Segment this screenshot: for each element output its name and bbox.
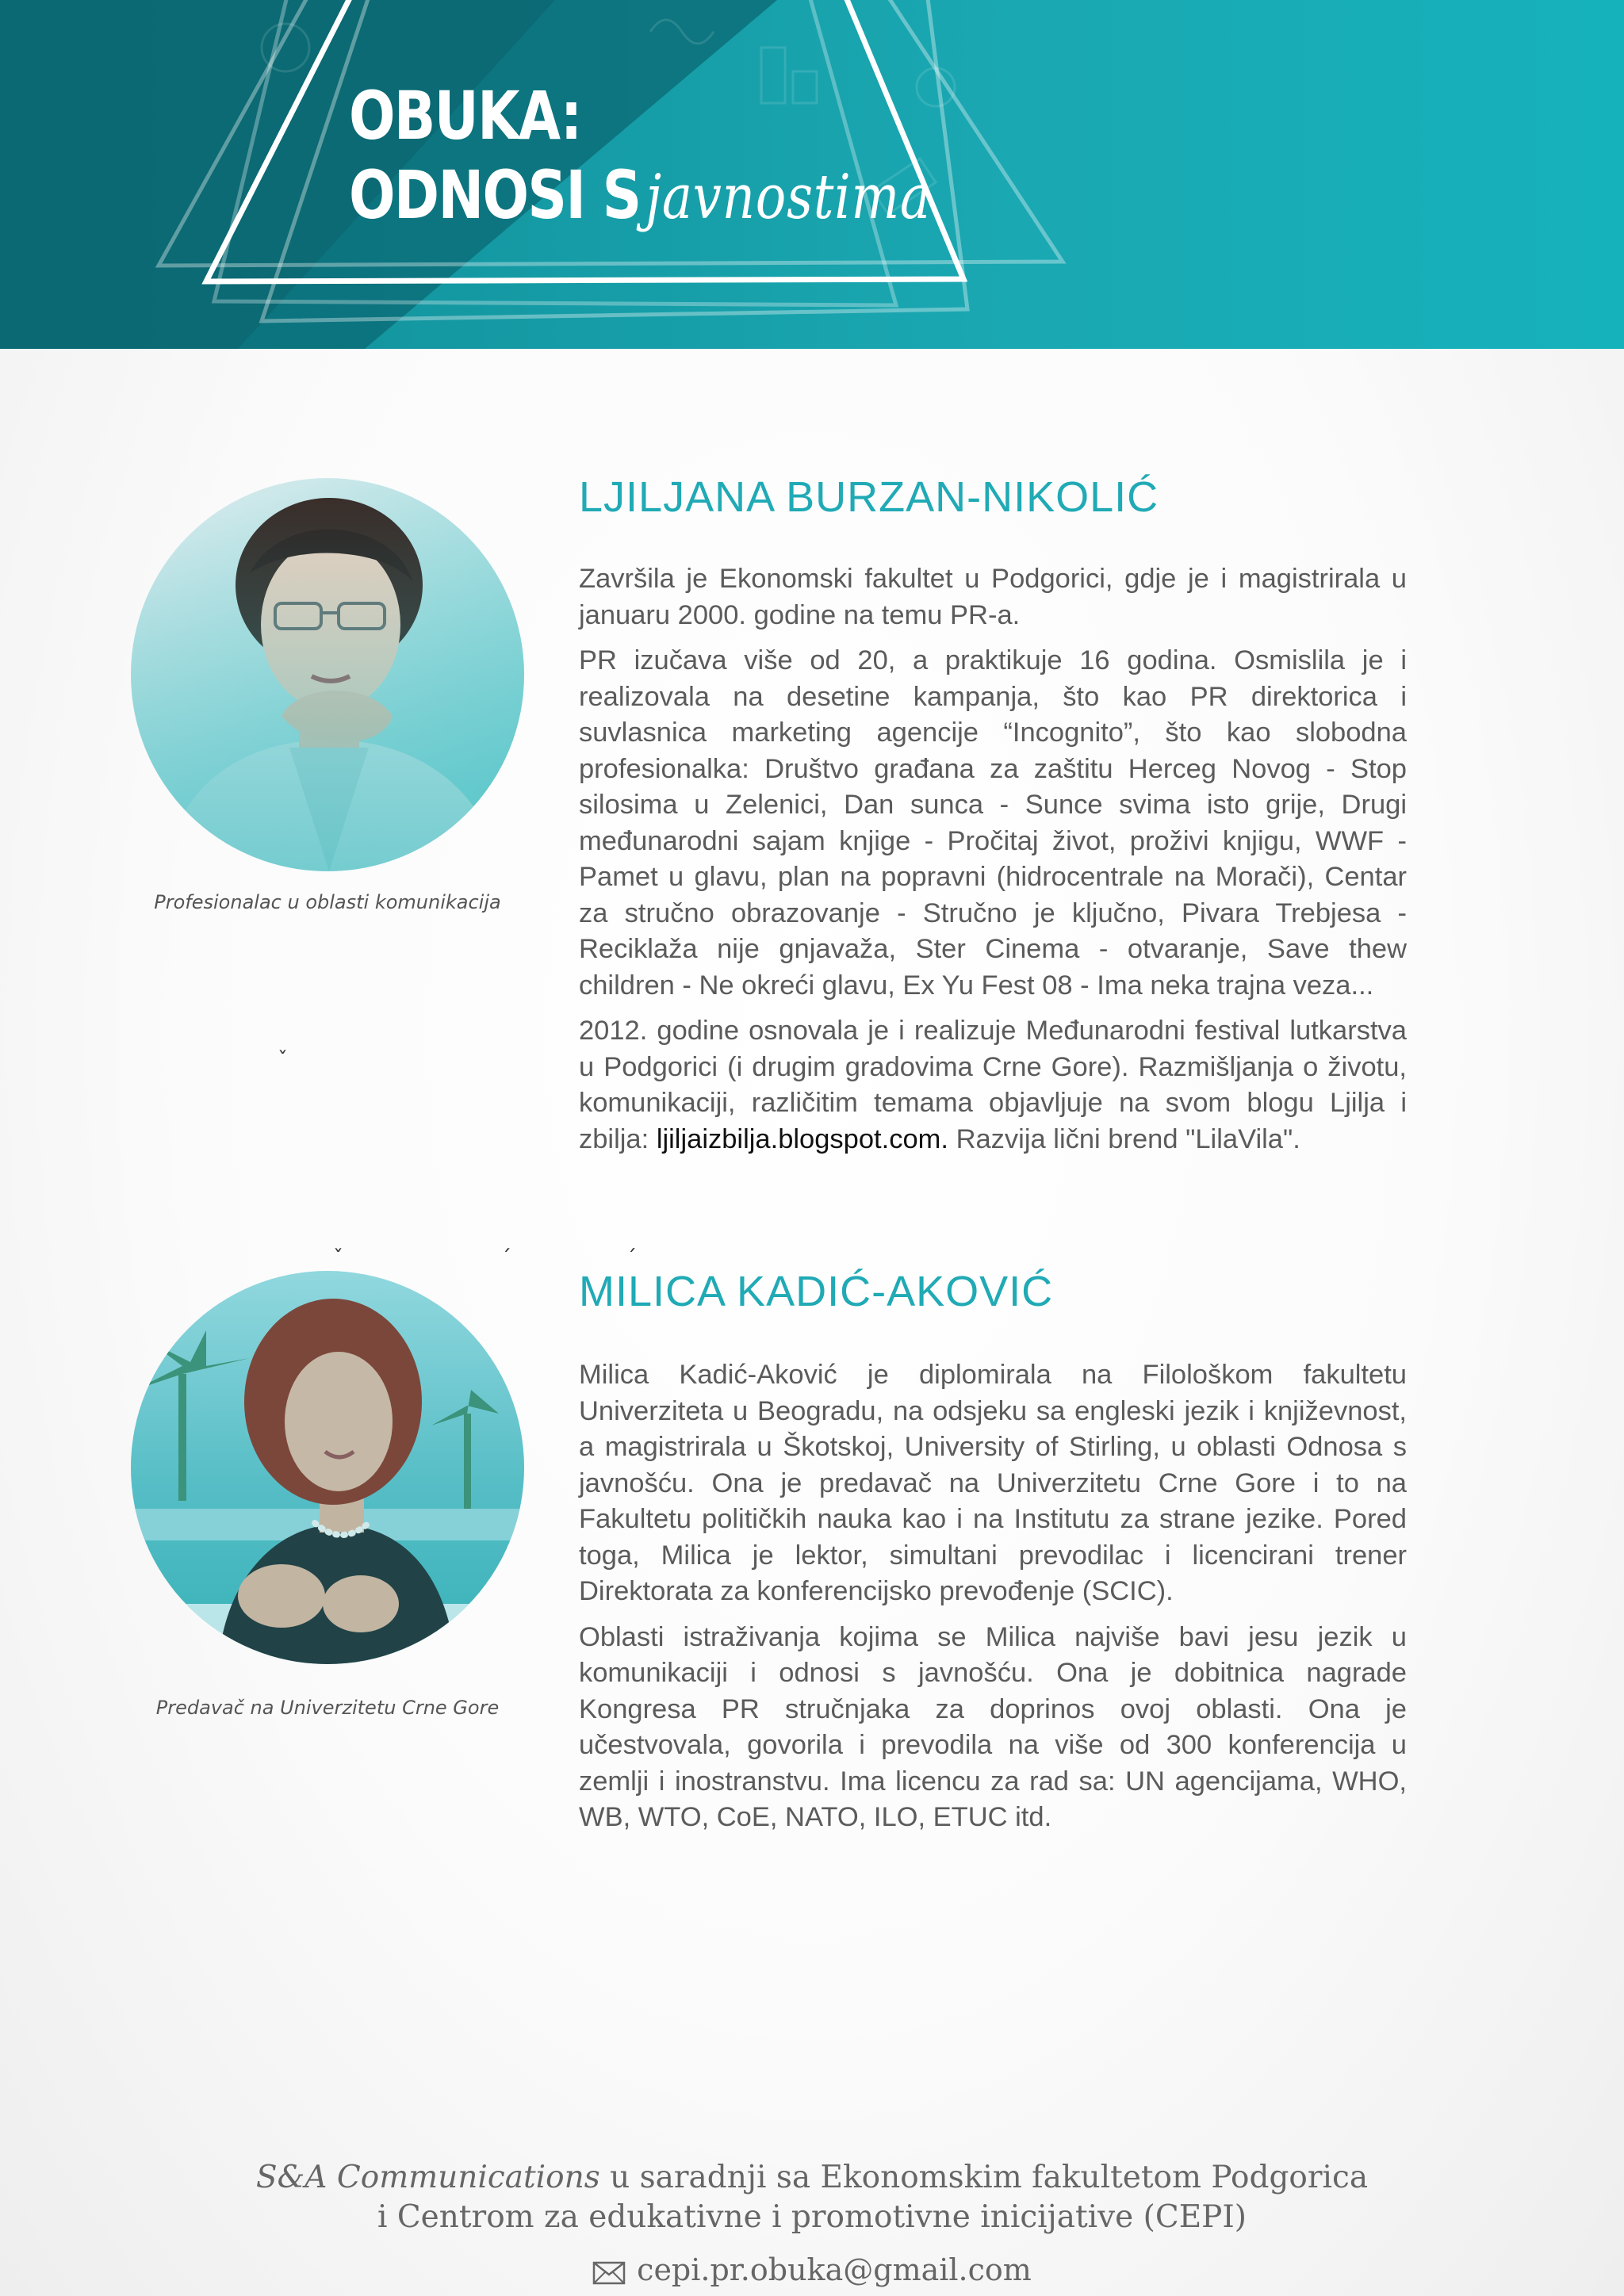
title-script-part: javnostima bbox=[645, 162, 931, 233]
stray-mark: ´ bbox=[626, 1246, 637, 1270]
footer-line-2: i Centrom za edukativne i promotivne inicijative (CEPI) bbox=[377, 2199, 1247, 2235]
header-banner bbox=[0, 0, 1624, 349]
stray-mark: ´ bbox=[501, 1246, 511, 1270]
title-line-2 bbox=[349, 155, 931, 237]
footer-line-1-rest: u saradnji sa Ekonomskim fakultetom Podgorica bbox=[599, 2160, 1369, 2195]
envelope-icon bbox=[592, 2261, 626, 2285]
bio-paragraph bbox=[579, 1013, 1407, 1158]
profile-name-ljiljana: LJILJANA BURZAN-NIKOLIĆ bbox=[579, 473, 1159, 521]
footer-email-row bbox=[0, 2250, 1624, 2290]
stray-mark: ˇ bbox=[278, 1048, 288, 1072]
profile-caption-ljiljana: Profesionalac u oblasti komunikacija bbox=[154, 891, 501, 913]
profile-photo-milica bbox=[131, 1271, 524, 1664]
profile-bio-milica bbox=[579, 1357, 1407, 1846]
bio-paragraph: PR izučava više od 20, a praktikuje 16 godina. Osmislila je i realizovala na desetine kampanja, što kao PR direktorica i suvlasnica marketing agencije “Incognito”, što kao slobodna profesionalka: Društvo građana za zaštitu Herceg Novog - Stop silosima u Zelenici, Dan sunca - Sunce svima isto grije, Drugi međunarodni sajam knjige - Pročitaj život, proživi knjigu, WWF - Pamet u glavu, plan na popravni (hidrocentrale na Morači), Centar za stručno obrazovanje - Stručno je ključno, Pivara Trebjesa - Reciklaža nije gnjavaža, Ster Cinema - otvaranje, Save thew children - Ne okreći glavu, Ex Yu Fest 08 - Ima neka trajna veza... bbox=[579, 645, 1407, 1001]
footer-credit bbox=[0, 2158, 1624, 2237]
bio-paragraph: Završila je Ekonomski fakultet u Podgorici, gdje je i magistrirala u januaru 2000. godine na temu PR-a. bbox=[579, 564, 1407, 630]
footer-email[interactable]: cepi.pr.obuka@gmail.com bbox=[637, 2252, 1032, 2287]
bio-paragraph: Milica Kadić-Aković je diplomirala na Filološkom fakultetu Univerziteta u Beogradu, na odsjeku sa engleski jezik i književnost, a magistrirala u Škotskoj, University of Stirling, u oblasti Odnosa s javnošću. Ona je predavač na Univerzitetu Crne Gore i to na Fakultetu političkih nauka kao i na Institutu za strane jezike. Pored toga, Milica je lektor, simultani prevodilac i licencirani trener Direktorata za konferencijsko prevođenje (SCIC). bbox=[579, 1360, 1407, 1606]
bio-text-tail: Razvija lični brend "LilaVila". bbox=[948, 1123, 1300, 1154]
footer-brand: S&A Communications bbox=[255, 2160, 600, 2195]
portrait-image bbox=[131, 1271, 524, 1664]
footer-line-1 bbox=[0, 2158, 1624, 2198]
profile-photo-ljiljana bbox=[131, 478, 524, 871]
title-line-1: OBUKA: bbox=[349, 77, 581, 155]
profile-caption-milica: Predavač na Univerzitetu Crne Gore bbox=[155, 1697, 500, 1719]
bio-text: 2012. godine osnovala je i realizuje Međunarodni festival lutkarstva u Podgorici (i drugim gradovima Crne Gore). Razmišljanja o životu, komunikaciji, različitim temama objavljuje na svom blogu Ljilja i zbilja: bbox=[579, 1016, 1407, 1154]
profile-bio-ljiljana bbox=[579, 561, 1407, 1167]
stray-mark: ˇ bbox=[333, 1246, 343, 1270]
title-bold-part: ODNOSI S bbox=[349, 156, 641, 234]
portrait-image bbox=[131, 478, 524, 871]
bio-paragraph: Oblasti istraživanja kojima se Milica najviše bavi jesu jezik u komunikaciji i odnosi s javnošću. Ona je dobitnica nagrade Kongresa PR stručnjaka za doprinos ovoj oblasti. Ona je učestvovala, govorila i prevodila na više od 300 konferencija u zemlji i inostranstvu. Ima licencu za rad sa: UN agencijama, WHO, WB, WTO, CoE, NATO, ILO, ETUC itd. bbox=[579, 1621, 1407, 1832]
page-title bbox=[349, 76, 931, 237]
profile-name-milica: MILICA KADIĆ-AKOVIĆ bbox=[579, 1268, 1054, 1315]
blog-link[interactable]: ljiljaizbilja.blogspot.com. bbox=[656, 1123, 948, 1154]
